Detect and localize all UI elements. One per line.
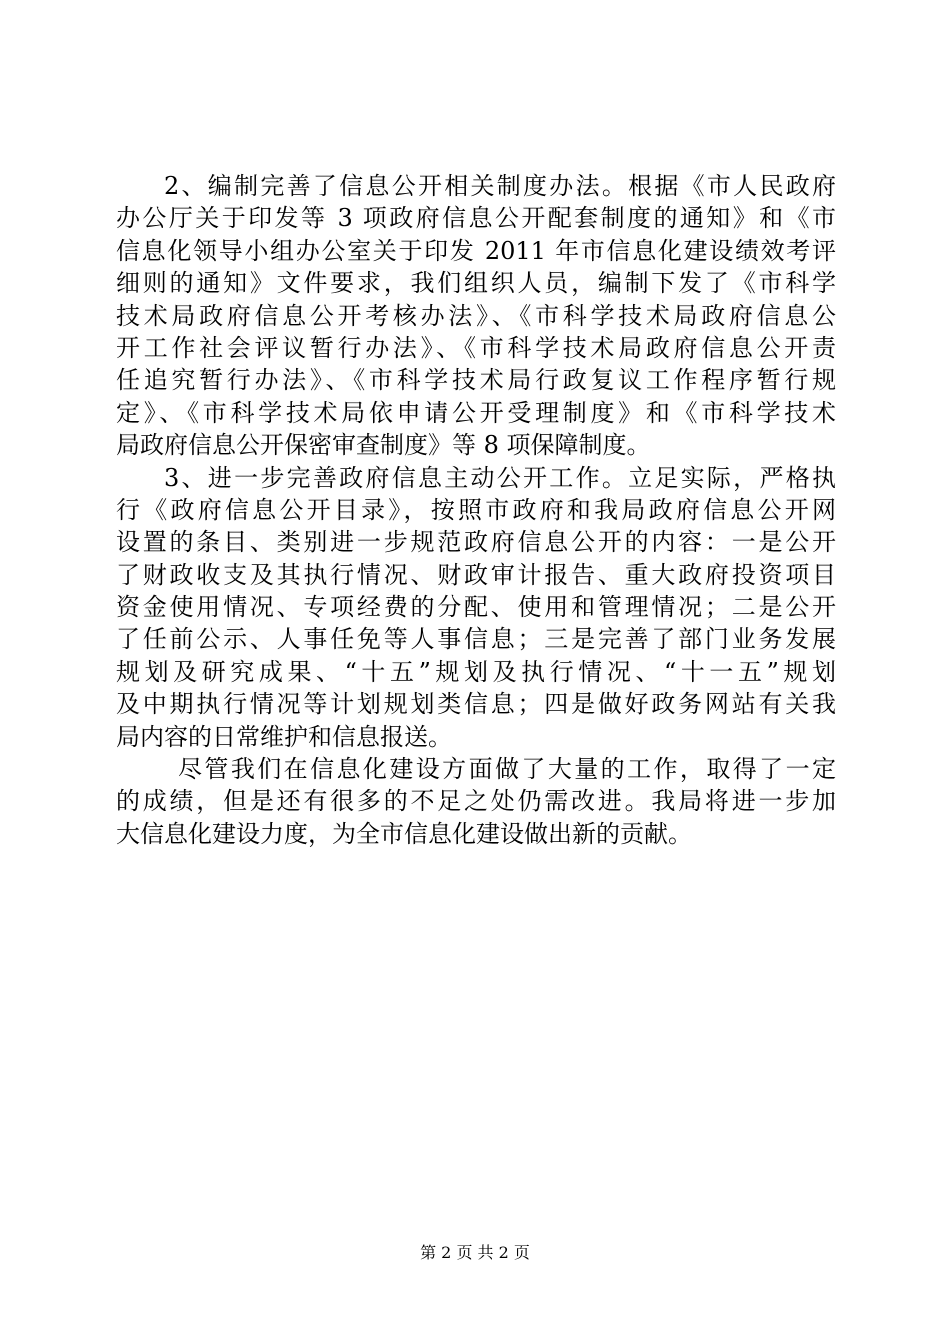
paragraph-line: 行《政府信息公开目录》，按照市政府和我局政府信息公开网 [116, 495, 836, 524]
paragraph-line: 尽管我们在信息化建设方面做了大量的工作，取得了一定 [178, 755, 836, 784]
paragraph-line: 的成绩，但是还有很多的不足之处仍需改进。我局将进一步加 [116, 787, 836, 816]
paragraph-line: 规划及研究成果、“十五”规划及执行情况、“十一五”规划 [116, 657, 836, 686]
paragraph-line: 及中期执行情况等计划规划类信息；四是做好政务网站有关我 [116, 690, 836, 719]
paragraph-line: 细则的通知》文件要求，我们组织人员，编制下发了《市科学 [116, 269, 836, 298]
paragraph-line: 2、编制完善了信息公开相关制度办法。根据《市人民政府 [164, 172, 836, 200]
paragraph-line: 局政府信息公开保密审查制度》等 8 项保障制度。 [116, 431, 651, 460]
paragraph-line: 资金使用情况、专项经费的分配、使用和管理情况；二是公开 [116, 593, 836, 622]
paragraph-line: 了任前公示、人事任免等人事信息；三是完善了部门业务发展 [116, 625, 836, 654]
paragraph-line: 信息化领导小组办公室关于印发 2011 年市信息化建设绩效考评 [116, 236, 836, 265]
paragraph-line: 3、进一步完善政府信息主动公开工作。立足实际，严格执 [164, 463, 836, 492]
paragraph-line: 设置的条目、类别进一步规范政府信息公开的内容：一是公开 [116, 528, 836, 557]
paragraph-conclusion [116, 753, 836, 850]
paragraph-line: 定》、《市科学技术局依申请公开受理制度》和《市科学技术 [116, 398, 836, 427]
page-number-footer: 第 2 页 共 2 页 [420, 1243, 530, 1262]
document-body [116, 170, 836, 850]
paragraph-line: 了财政收支及其执行情况、财政审计报告、重大政府投资项目 [116, 560, 836, 589]
paragraph-line: 开工作社会评议暂行办法》、《市科学技术局政府信息公开责 [116, 333, 836, 362]
paragraph-line: 局内容的日常维护和信息报送。 [116, 722, 452, 751]
paragraph-line: 办公厅关于印发等 3 项政府信息公开配套制度的通知》和《市 [116, 204, 836, 233]
paragraph-3-active-disclosure [116, 462, 836, 754]
paragraph-line: 技术局政府信息公开考核办法》、《市科学技术局政府信息公 [116, 301, 836, 330]
paragraph-line: 大信息化建设力度，为全市信息化建设做出新的贡献。 [116, 819, 692, 848]
paragraph-line: 任追究暂行办法》、《市科学技术局行政复议工作程序暂行规 [116, 366, 836, 395]
paragraph-2-institutional-measures [116, 170, 836, 462]
